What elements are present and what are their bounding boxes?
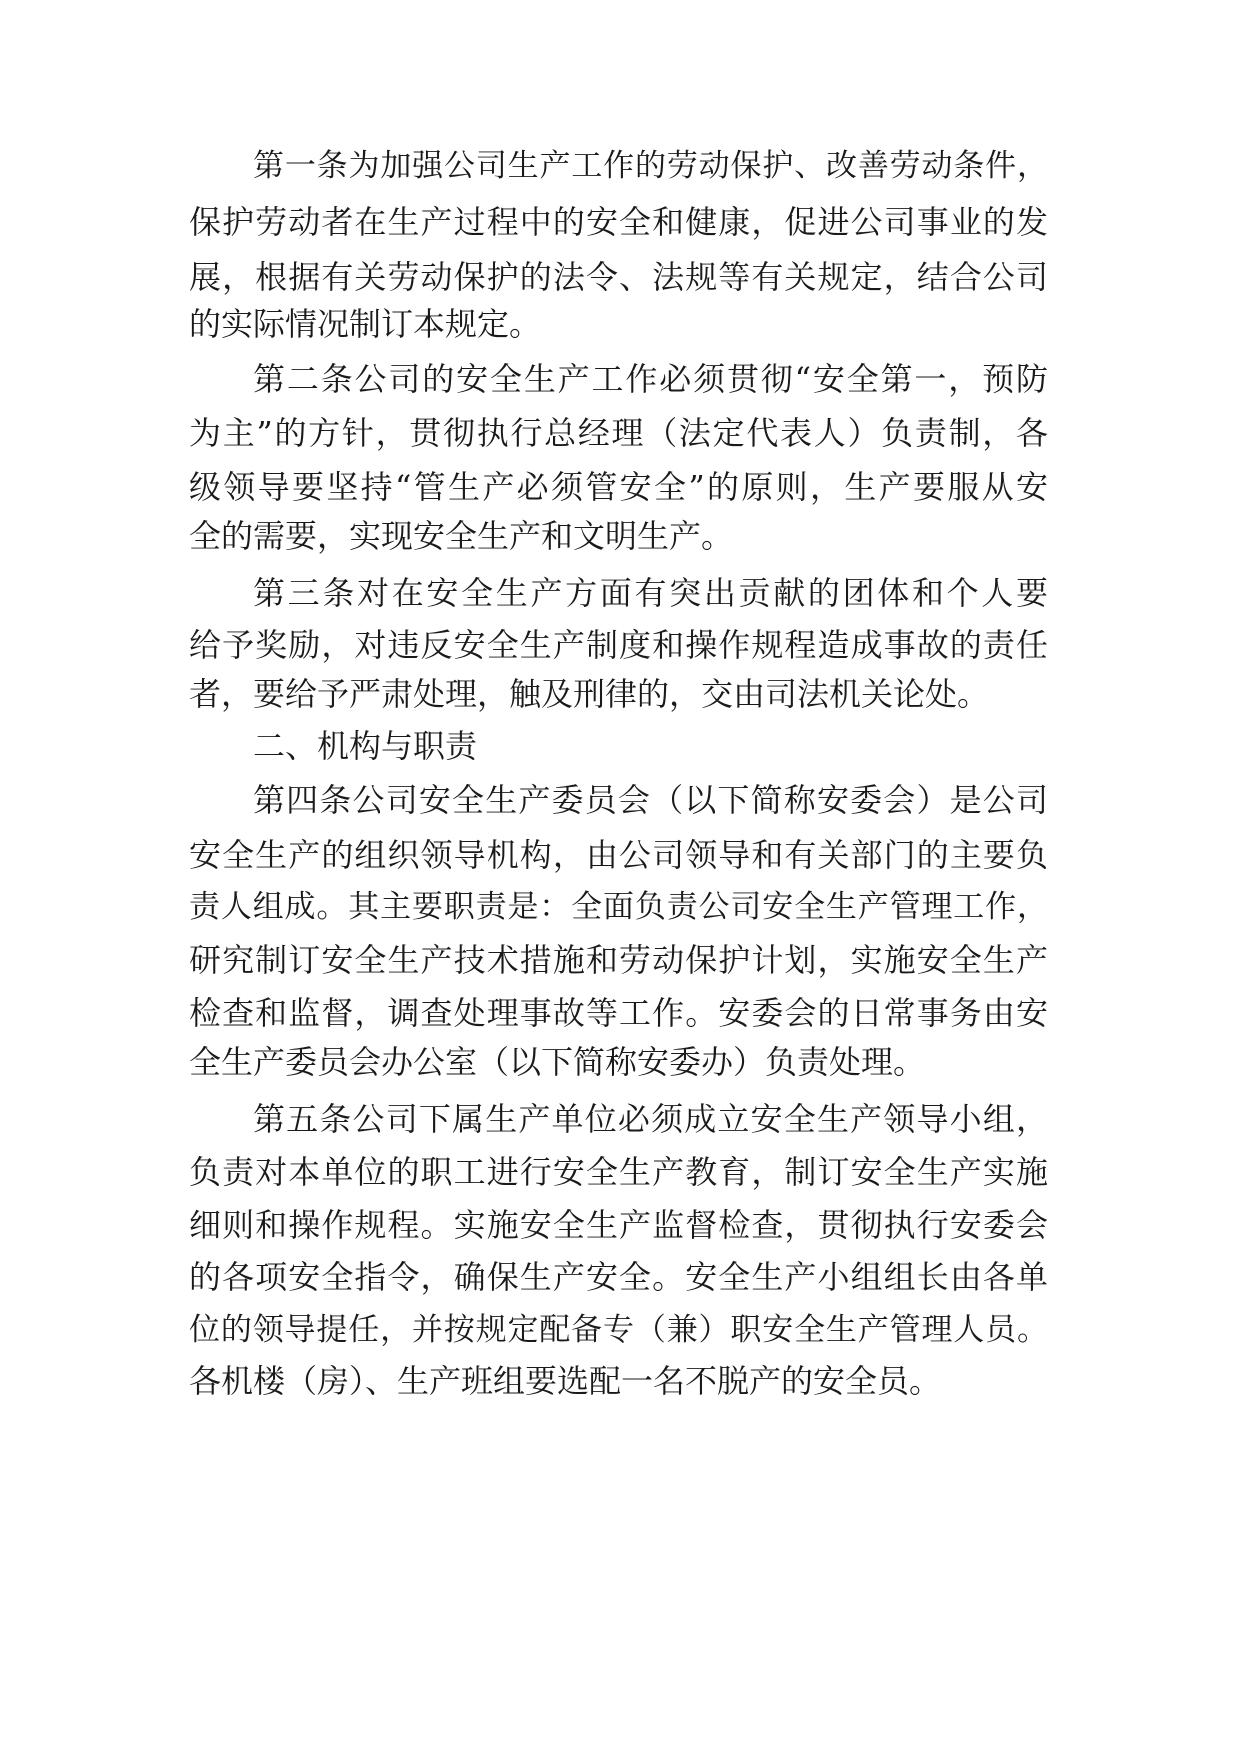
article-5-line-6: 各机楼（房）、生产班组要选配一名不脱产的安全员。 bbox=[189, 1362, 942, 1400]
article-3-line-2: 给予奖励，对违反安全生产制度和操作规程造成事故的责任 bbox=[189, 626, 1048, 664]
article-1-line-3: 展，根据有关劳动保护的法令、法规等有关规定，结合公司 bbox=[189, 258, 1048, 296]
article-3-line-1: 第三条对在安全生产方面有突出贡献的团体和个人要 bbox=[253, 574, 1048, 612]
article-5-line-3: 细则和操作规程。实施安全生产监督检查，贯彻执行安委会 bbox=[189, 1206, 1048, 1244]
article-1-line-2: 保护劳动者在生产过程中的安全和健康，促进公司事业的发 bbox=[189, 203, 1048, 241]
article-2-line-1: 第二条公司的安全生产工作必须贯彻“安全第一，预防 bbox=[253, 360, 1048, 398]
article-2-line-4: 全的需要，实现安全生产和文明生产。 bbox=[189, 517, 734, 555]
article-2-line-3: 级领导要坚持“管生产必须管安全”的原则，生产要服从安 bbox=[189, 468, 1048, 506]
article-1-line-1: 第一条为加强公司生产工作的劳动保护、改善劳动条件， bbox=[253, 148, 1048, 184]
article-5-line-2: 负责对本单位的职工进行安全生产教育，制订安全生产实施 bbox=[189, 1153, 1048, 1191]
article-5-line-1: 第五条公司下属生产单位必须成立安全生产领导小组， bbox=[253, 1100, 1048, 1138]
article-3-line-3: 者，要给予严肃处理，触及刑律的，交由司法机关论处。 bbox=[189, 675, 990, 713]
article-4-line-4: 研究制订安全生产技术措施和劳动保护计划，实施安全生产 bbox=[189, 941, 1048, 979]
article-4-line-5: 检查和监督，调查处理事故等工作。安委会的日常事务由安 bbox=[189, 994, 1048, 1032]
article-4-line-2: 安全生产的组织领导机构，由公司领导和有关部门的主要负 bbox=[189, 836, 1048, 874]
article-2-line-2: 为主”的方针，贯彻执行总经理（法定代表人）负责制，各 bbox=[189, 414, 1048, 452]
article-4-line-1: 第四条公司安全生产委员会（以下简称安委会）是公司 bbox=[253, 781, 1048, 819]
article-4-line-3: 责人组成。其主要职责是：全面负责公司安全生产管理工作， bbox=[189, 889, 1048, 925]
article-1-line-4: 的实际情况制订本规定。 bbox=[189, 305, 542, 343]
article-5-line-5: 位的领导提任，并按规定配备专（兼）职安全生产管理人员。 bbox=[189, 1312, 1048, 1348]
section-heading: 二、机构与职责 bbox=[253, 727, 478, 765]
article-5-line-4: 的各项安全指令，确保生产安全。安全生产小组组长由各单 bbox=[189, 1258, 1048, 1296]
article-4-line-6: 全生产委员会办公室（以下简称安委办）负责处理。 bbox=[189, 1043, 926, 1081]
